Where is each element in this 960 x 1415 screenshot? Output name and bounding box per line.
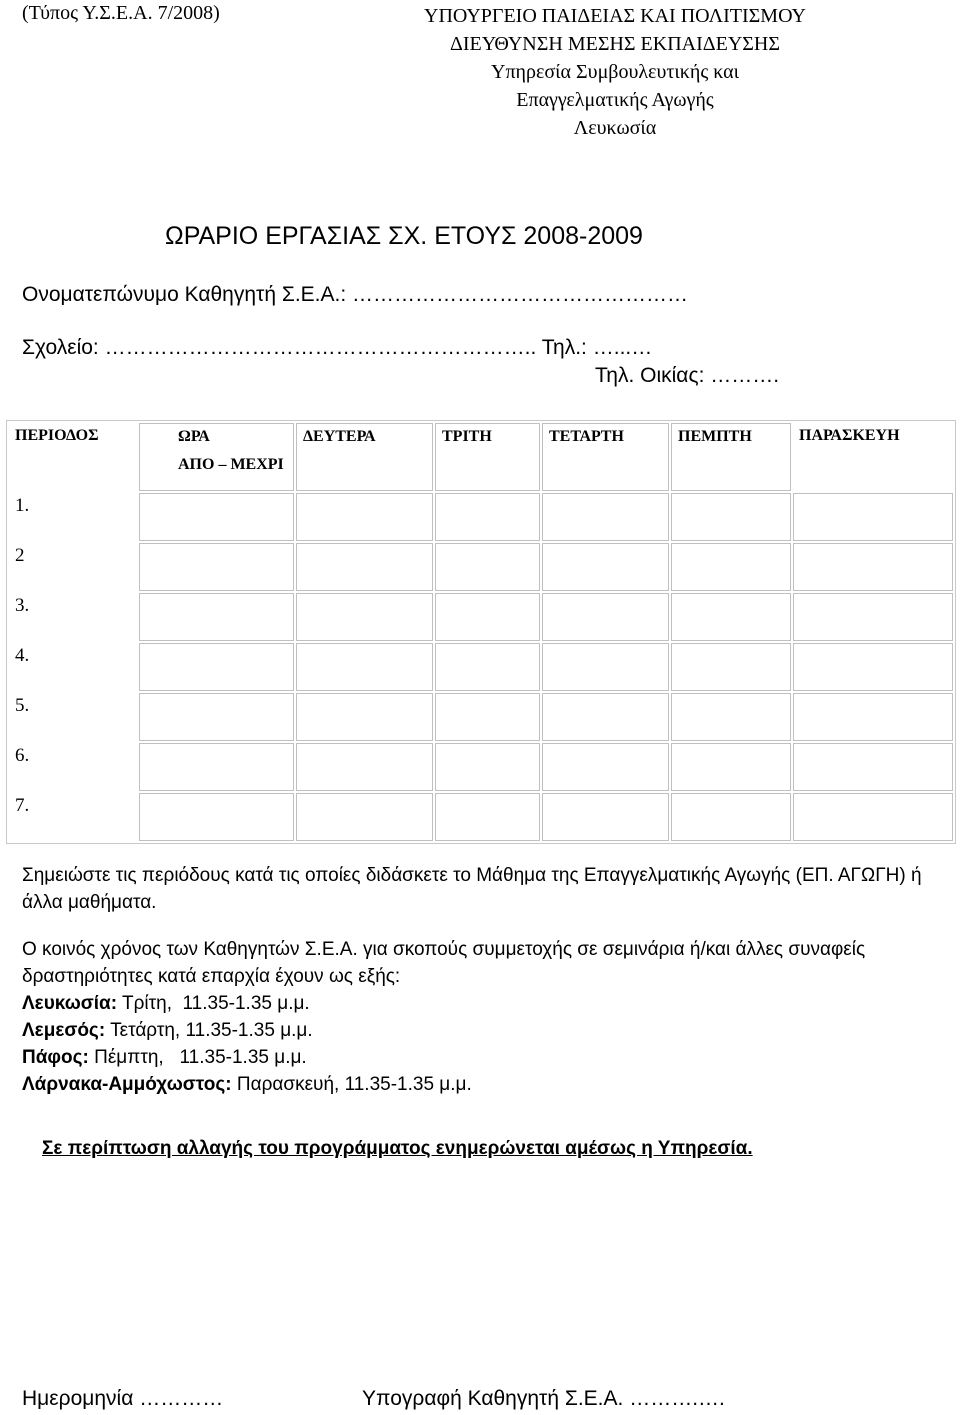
friday-cell[interactable]: [793, 593, 953, 641]
header-monday: ΔΕΥΤΕΡΑ: [296, 423, 433, 491]
period-number: 5.: [15, 695, 30, 716]
ministry-name: ΥΠΟΥΡΓΕΙΟ ΠΑΙΔΕΙΑΣ ΚΑΙ ΠΟΛΙΤΙΣΜΟΥ: [424, 5, 806, 27]
note-teaching-periods: Σημειώστε τις περιόδους κατά τις οποίες διδάσκετε το Μάθημα της Επαγγελματικής Αγωγής (ΕΠ. ΑΓΩΓΗ) ή άλλα μαθήματα.: [22, 865, 922, 913]
district-name: Λευκωσία:: [22, 993, 118, 1014]
table-row: [9, 793, 953, 841]
tuesday-cell[interactable]: [435, 693, 540, 741]
friday-cell[interactable]: [793, 493, 953, 541]
friday-cell[interactable]: [793, 643, 953, 691]
notes-section: [22, 862, 922, 1098]
teacher-name-field: [22, 283, 688, 307]
city-name: Λευκωσία: [573, 117, 657, 139]
schedule-line-nicosia: [22, 990, 922, 1017]
home-phone-field: [595, 364, 779, 388]
wednesday-cell[interactable]: [542, 643, 669, 691]
header-wednesday: ΤΕΤΑΡΤΗ: [542, 423, 669, 491]
date-dots[interactable]: …………: [139, 1387, 224, 1410]
schedule-header-row: [9, 423, 953, 491]
thursday-cell[interactable]: [671, 593, 791, 641]
thursday-cell[interactable]: [671, 543, 791, 591]
tuesday-cell[interactable]: [435, 593, 540, 641]
header-period: ΠΕΡΙΟΔΟΣ: [15, 427, 99, 444]
home-phone-label: Τηλ. Οικίας:: [595, 364, 705, 387]
table-row: [9, 643, 953, 691]
thursday-cell[interactable]: [671, 793, 791, 841]
time-cell[interactable]: [139, 493, 294, 541]
time-cell[interactable]: [139, 793, 294, 841]
friday-cell[interactable]: [793, 543, 953, 591]
period-number: 7.: [15, 795, 30, 816]
form-code: (Τύπος Υ.Σ.Ε.Α. 7/2008): [22, 2, 220, 24]
district-time: Τετάρτη, 11.35-1.35 μ.μ.: [105, 1020, 313, 1041]
thursday-cell[interactable]: [671, 743, 791, 791]
monday-cell[interactable]: [296, 593, 433, 641]
tuesday-cell[interactable]: [435, 793, 540, 841]
monday-cell[interactable]: [296, 543, 433, 591]
teacher-name-label: Ονοματεπώνυμο Καθηγητή Σ.Ε.Α.:: [22, 283, 347, 306]
period-number: 2: [15, 545, 25, 566]
schedule-line-paphos: [22, 1044, 922, 1071]
date-field: [22, 1387, 223, 1411]
schedule-table: [6, 420, 956, 844]
district-time: Πέμπτη, 11.35-1.35 μ.μ.: [88, 1047, 307, 1068]
period-number: 6.: [15, 745, 30, 766]
wednesday-cell[interactable]: [542, 693, 669, 741]
table-row: [9, 543, 953, 591]
table-row: [9, 593, 953, 641]
time-cell[interactable]: [139, 643, 294, 691]
table-row: [9, 693, 953, 741]
monday-cell[interactable]: [296, 743, 433, 791]
monday-cell[interactable]: [296, 493, 433, 541]
schedule-line-larnaca: [22, 1071, 922, 1098]
header-time: [139, 423, 294, 491]
phone-dots[interactable]: …...…: [592, 336, 653, 359]
phone-label: Τηλ.:: [541, 336, 587, 359]
time-cell[interactable]: [139, 743, 294, 791]
monday-cell[interactable]: [296, 793, 433, 841]
friday-cell[interactable]: [793, 743, 953, 791]
table-row: [9, 743, 953, 791]
header-block: [380, 2, 850, 142]
header-time-label: ΩΡΑ: [178, 428, 210, 445]
period-number: 1.: [15, 495, 30, 516]
wednesday-cell[interactable]: [542, 593, 669, 641]
district-name: Λάρνακα-Αμμόχωστος:: [22, 1074, 232, 1095]
signature-field: [362, 1387, 725, 1411]
friday-cell[interactable]: [793, 793, 953, 841]
header-time-sub: ΑΠΟ – ΜΕΧΡΙ: [178, 456, 284, 473]
document-title: ΩΡΑΡΙΟ ΕΡΓΑΣΙΑΣ ΣΧ. ΕΤΟΥΣ 2008-2009: [165, 222, 643, 250]
district-name: Πάφος:: [22, 1047, 89, 1068]
header-friday: ΠΑΡΑΣΚΕΥΗ: [799, 427, 900, 444]
thursday-cell[interactable]: [671, 643, 791, 691]
schedule-line-limassol: [22, 1017, 922, 1044]
signature-dots[interactable]: ……….….: [629, 1387, 725, 1410]
monday-cell[interactable]: [296, 693, 433, 741]
directorate-name: ΔΙΕΥΘΥΝΣΗ ΜΕΣΗΣ ΕΚΠΑΙΔΕΥΣΗΣ: [450, 33, 780, 55]
tuesday-cell[interactable]: [435, 543, 540, 591]
signature-label: Υπογραφή Καθηγητή Σ.Ε.Α.: [362, 1387, 624, 1410]
tuesday-cell[interactable]: [435, 643, 540, 691]
period-number: 3.: [15, 595, 30, 616]
service-name-line2: Επαγγελματικής Αγωγής: [516, 89, 714, 111]
time-cell[interactable]: [139, 593, 294, 641]
note-common-time: Ο κοινός χρόνος των Καθηγητών Σ.Ε.Α. για σκοπούς συμμετοχής σε σεμινάρια ή/και άλλες συναφείς δραστηριότητες κατά επαρχία έχουν ως εξής:: [22, 939, 866, 987]
table-row: [9, 493, 953, 541]
district-name: Λεμεσός:: [22, 1020, 106, 1041]
teacher-name-dots[interactable]: …………………………………………: [352, 283, 689, 306]
time-cell[interactable]: [139, 543, 294, 591]
school-field: [22, 336, 652, 360]
wednesday-cell[interactable]: [542, 493, 669, 541]
school-label: Σχολείο:: [22, 336, 99, 359]
friday-cell[interactable]: [793, 693, 953, 741]
wednesday-cell[interactable]: [542, 543, 669, 591]
thursday-cell[interactable]: [671, 693, 791, 741]
header-thursday: ΠΕΜΠΤΗ: [671, 423, 791, 491]
header-tuesday: ΤΡΙΤΗ: [435, 423, 540, 491]
time-cell[interactable]: [139, 693, 294, 741]
monday-cell[interactable]: [296, 643, 433, 691]
home-phone-dots[interactable]: ……….: [710, 364, 780, 387]
wednesday-cell[interactable]: [542, 793, 669, 841]
tuesday-cell[interactable]: [435, 493, 540, 541]
school-dots[interactable]: ……………………………………………………..: [104, 336, 537, 359]
district-time: Παρασκευή, 11.35-1.35 μ.μ.: [231, 1074, 472, 1095]
change-warning: Σε περίπτωση αλλαγής του προγράμματος ενημερώνεται αμέσως η Υπηρεσία.: [42, 1138, 753, 1159]
period-number: 4.: [15, 645, 30, 666]
tuesday-cell[interactable]: [435, 743, 540, 791]
thursday-cell[interactable]: [671, 493, 791, 541]
service-name-line1: Υπηρεσία Συμβουλευτικής και: [491, 61, 739, 83]
date-label: Ημερομηνία: [22, 1387, 134, 1410]
wednesday-cell[interactable]: [542, 743, 669, 791]
district-time: Τρίτη, 11.35-1.35 μ.μ.: [117, 993, 310, 1014]
